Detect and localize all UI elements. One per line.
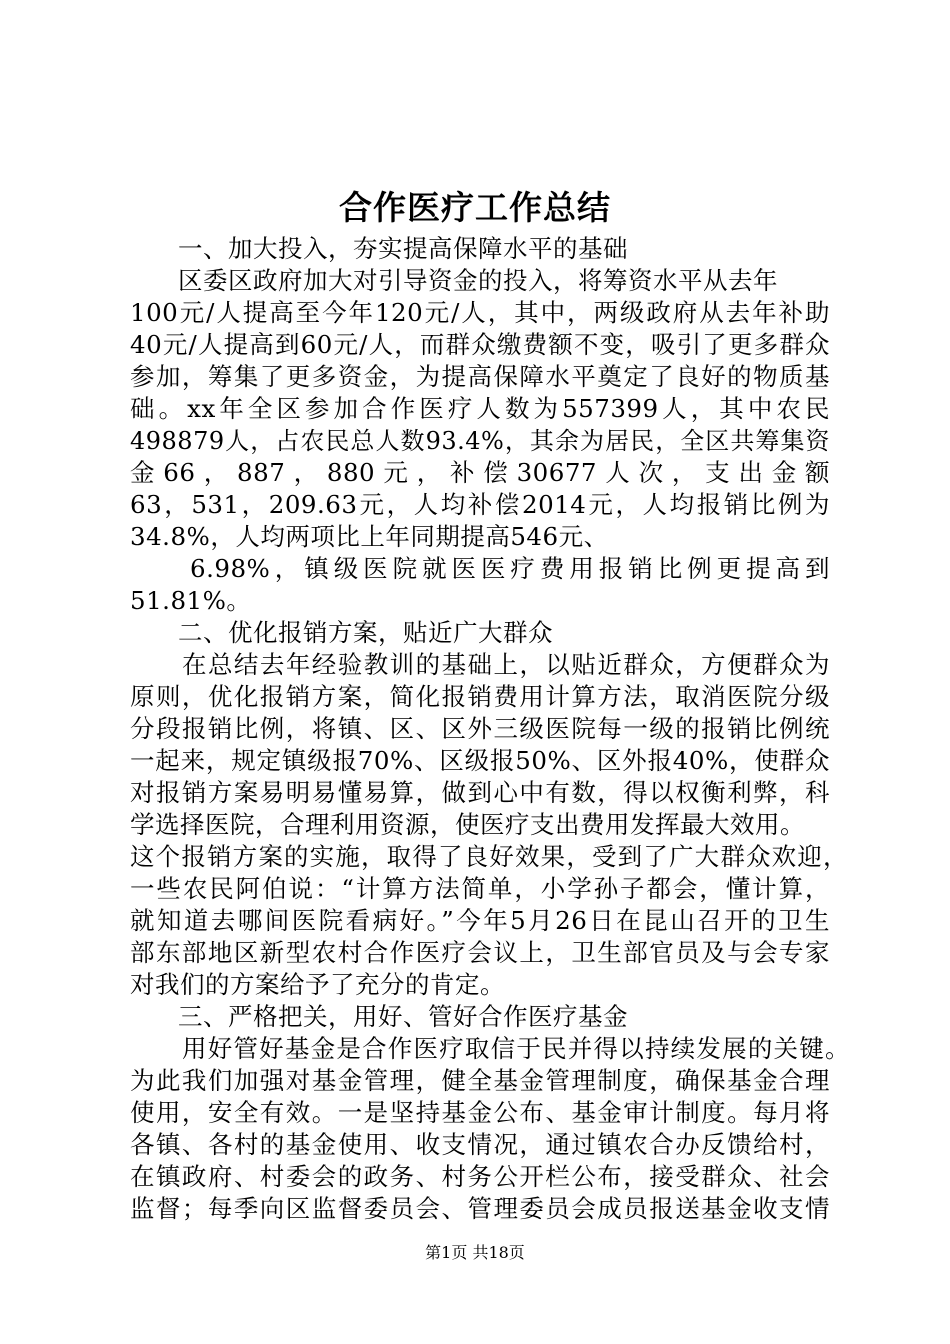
paragraph-line: 础。xx年全区参加合作医疗人数为557399人，其中农民 [130,394,830,423]
paragraph-line: 用好管好基金是合作医疗取信于民并得以持续发展的关键。 [182,1034,850,1063]
paragraph-line: 对报销方案易明易懂易算，做到心中有数，得以权衡利弊，科 [130,778,830,807]
paragraph-line: 100元/人提高至今年120元/人，其中，两级政府从去年补助 [130,298,830,327]
paragraph-line: 6.98%，镇级医院就医医疗费用报销比例更提高到 [190,554,830,583]
paragraph-line: 原则，优化报销方案，简化报销费用计算方法，取消医院分级 [130,682,830,711]
paragraph-line: 参加，筹集了更多资金，为提高保障水平奠定了良好的物质基 [130,362,830,391]
paragraph-line: 63，531，209.63元，人均补偿2014元，人均报销比例为 [130,490,830,519]
paragraph-line: 各镇、各村的基金使用、收支情况，通过镇农合办反馈给村， [130,1130,830,1159]
paragraph-line: 分段报销比例，将镇、区、区外三级医院每一级的报销比例统 [130,714,830,743]
paragraph-line: 34.8%，人均两项比上年同期提高546元、 [130,522,609,551]
paragraph-line: 学选择医院，合理利用资源，使医疗支出费用发挥最大效用。 [130,810,805,839]
paragraph-line: 为此我们加强对基金管理，健全基金管理制度，确保基金合理 [130,1066,830,1095]
document-title: 合作医疗工作总结 [339,188,611,227]
paragraph-line: 监督；每季向区监督委员会、管理委员会成员报送基金收支情 [130,1194,830,1223]
paragraph-line: 区委区政府加大对引导资金的投入，将筹资水平从去年 [178,266,778,295]
paragraph-line: 498879人，占农民总人数93.4%，其余为居民，全区共筹集资 [130,427,830,455]
paragraph-line: 部东部地区新型农村合作医疗会议上，卫生部官员及与会专家 [130,938,830,967]
paragraph-line: 在镇政府、村委会的政务、村务公开栏公布，接受群众、社会 [130,1162,830,1191]
paragraph-line: 40元/人提高到60元/人，而群众缴费额不变，吸引了更多群众 [130,330,830,359]
paragraph-line: 这个报销方案的实施，取得了良好效果，受到了广大群众欢迎， [130,842,848,871]
paragraph-line: 一起来，规定镇级报70%、区级报50%、区外报40%，使群众 [130,746,830,775]
section-heading-1: 一、加大投入，夯实提高保障水平的基础 [178,234,628,263]
paragraph-line: 就知道去哪间医院看病好。”今年5月26日在昆山召开的卫生 [130,906,830,935]
paragraph-line: 金 66 ， 887 ， 880 元 ， 补 偿 30677 人 次 ， 支 出 金 额 [130,458,831,487]
section-heading-3: 三、严格把关，用好、管好合作医疗基金 [178,1002,628,1031]
paragraph-line: 51.81%。 [130,586,252,615]
paragraph-line: 在总结去年经验教训的基础上，以贴近群众，方便群众为 [182,650,830,679]
page-number-footer: 第1页 共18页 [425,1243,525,1262]
paragraph-line: 使用，安全有效。一是坚持基金公布、基金审计制度。每月将 [130,1098,830,1127]
paragraph-line: 一些农民阿伯说：“计算方法简单，小学孙子都会，懂计算， [130,874,830,903]
section-heading-2: 二、优化报销方案，贴近广大群众 [178,618,553,647]
paragraph-line: 对我们的方案给予了充分的肯定。 [130,970,505,999]
